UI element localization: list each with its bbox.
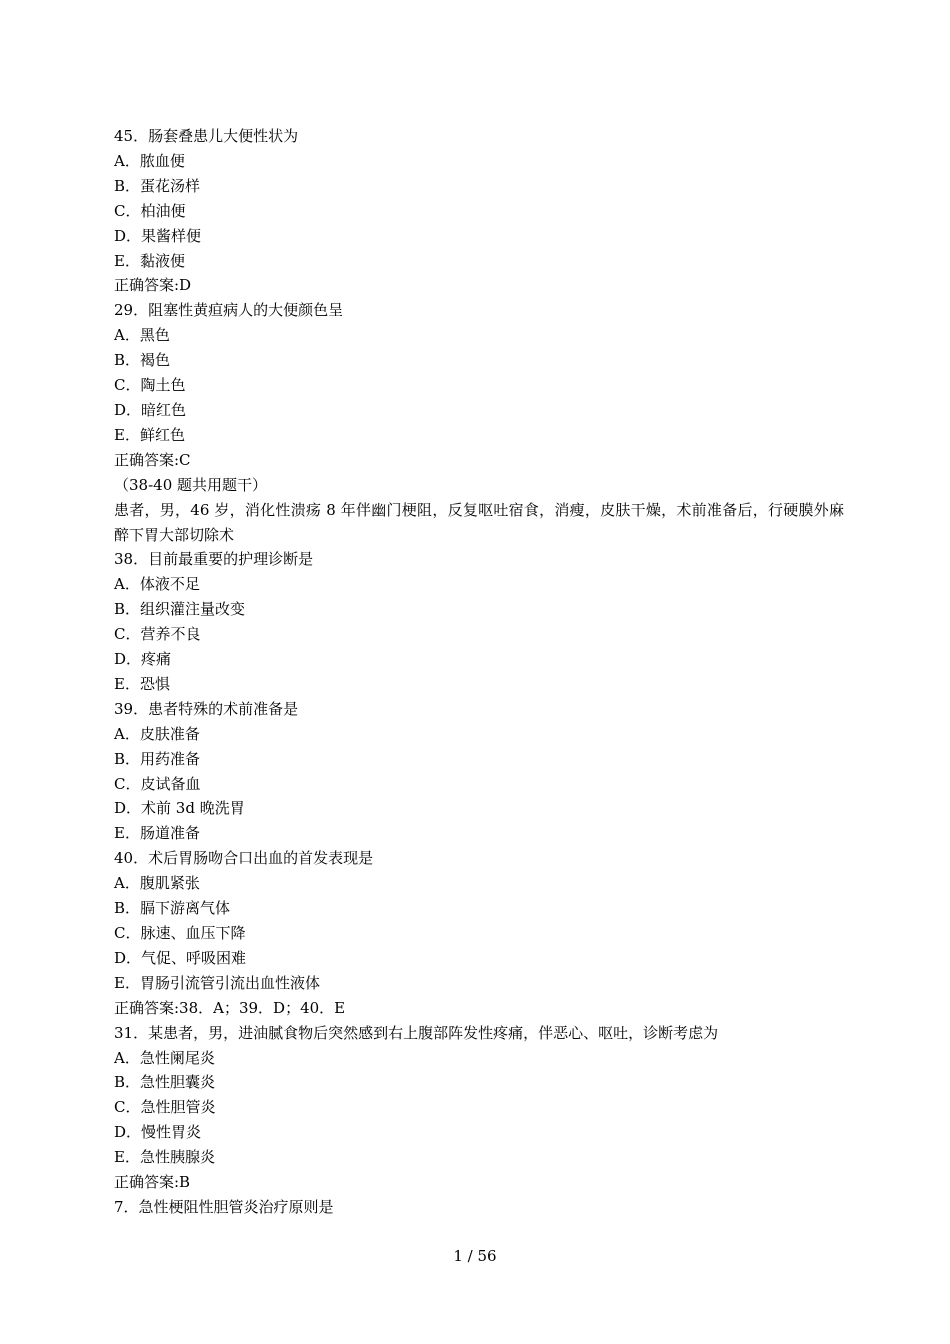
option-line: B．褐色 [114, 351, 171, 370]
option-line: A．腹肌紧张 [114, 874, 200, 893]
option-line: D．果酱样便 [114, 226, 202, 245]
option-line: C．营养不良 [114, 625, 201, 644]
option-line: D．疼痛 [114, 650, 172, 669]
option-line: A．脓血便 [114, 151, 185, 170]
stem-line: 患者，男，46 岁，消化性溃疡 8 年伴幽门梗阻，反复呕吐宿食，消瘦，皮肤干燥，术前准备后，行硬膜外麻醉下胃大部切除术 [114, 500, 844, 544]
option-line: B．组织灌注量改变 [114, 600, 246, 619]
answer-line: 正确答案:B [114, 1173, 191, 1192]
option-line: B．膈下游离气体 [114, 899, 231, 918]
option-line: C．急性胆管炎 [114, 1098, 216, 1117]
option-line: E．胃肠引流管引流出血性液体 [114, 973, 320, 992]
option-line: E．黏液便 [114, 251, 185, 270]
option-line: C．柏油便 [114, 201, 186, 220]
answer-line: 正确答案:D [114, 276, 192, 295]
option-line: D．暗红色 [114, 400, 187, 419]
question-line: 45．肠套叠患儿大便性状为 [114, 127, 299, 145]
option-line: A．急性阑尾炎 [114, 1048, 215, 1067]
question-line: 29．阻塞性黄疸病人的大便颜色呈 [114, 301, 344, 320]
option-line: A．黑色 [114, 326, 170, 345]
option-line: D．慢性胃炎 [114, 1123, 202, 1142]
question-line: 40．术后胃肠吻合口出血的首发表现是 [114, 849, 374, 868]
option-line: E．恐惧 [114, 674, 170, 693]
option-line: D．气促、呼吸困难 [114, 948, 247, 967]
page-number: 1 / 56 [453, 1247, 497, 1265]
option-line: C．皮试备血 [114, 774, 201, 793]
option-line: B．急性胆囊炎 [114, 1073, 216, 1092]
option-line: C．陶土色 [114, 376, 186, 395]
answer-line: 正确答案:C [114, 450, 191, 469]
option-line: E．鲜红色 [114, 425, 185, 444]
option-line: C．脉速、血压下降 [114, 924, 246, 942]
option-line: D．术前 3d 晚洗胃 [114, 799, 245, 818]
option-line: E．急性胰腺炎 [114, 1148, 215, 1167]
document-body [114, 124, 844, 1220]
option-line: E．肠道准备 [114, 824, 200, 843]
option-line: A．体液不足 [114, 575, 200, 594]
group-header-line: （38-40 题共用题干） [114, 475, 268, 494]
option-line: B．蛋花汤样 [114, 176, 201, 195]
question-line: 38．目前最重要的护理诊断是 [114, 550, 314, 569]
option-line: B．用药准备 [114, 749, 201, 768]
option-line: A．皮肤准备 [114, 724, 200, 743]
question-line: 7．急性梗阻性胆管炎治疗原则是 [114, 1197, 334, 1216]
answer-line: 正确答案:38．A；39．D；40．E [114, 998, 346, 1017]
question-line: 31．某患者，男，进油腻食物后突然感到右上腹部阵发性疼痛，伴恶心、呕吐，诊断考虑为 [114, 1023, 719, 1042]
question-line: 39．患者特殊的术前准备是 [114, 699, 299, 718]
